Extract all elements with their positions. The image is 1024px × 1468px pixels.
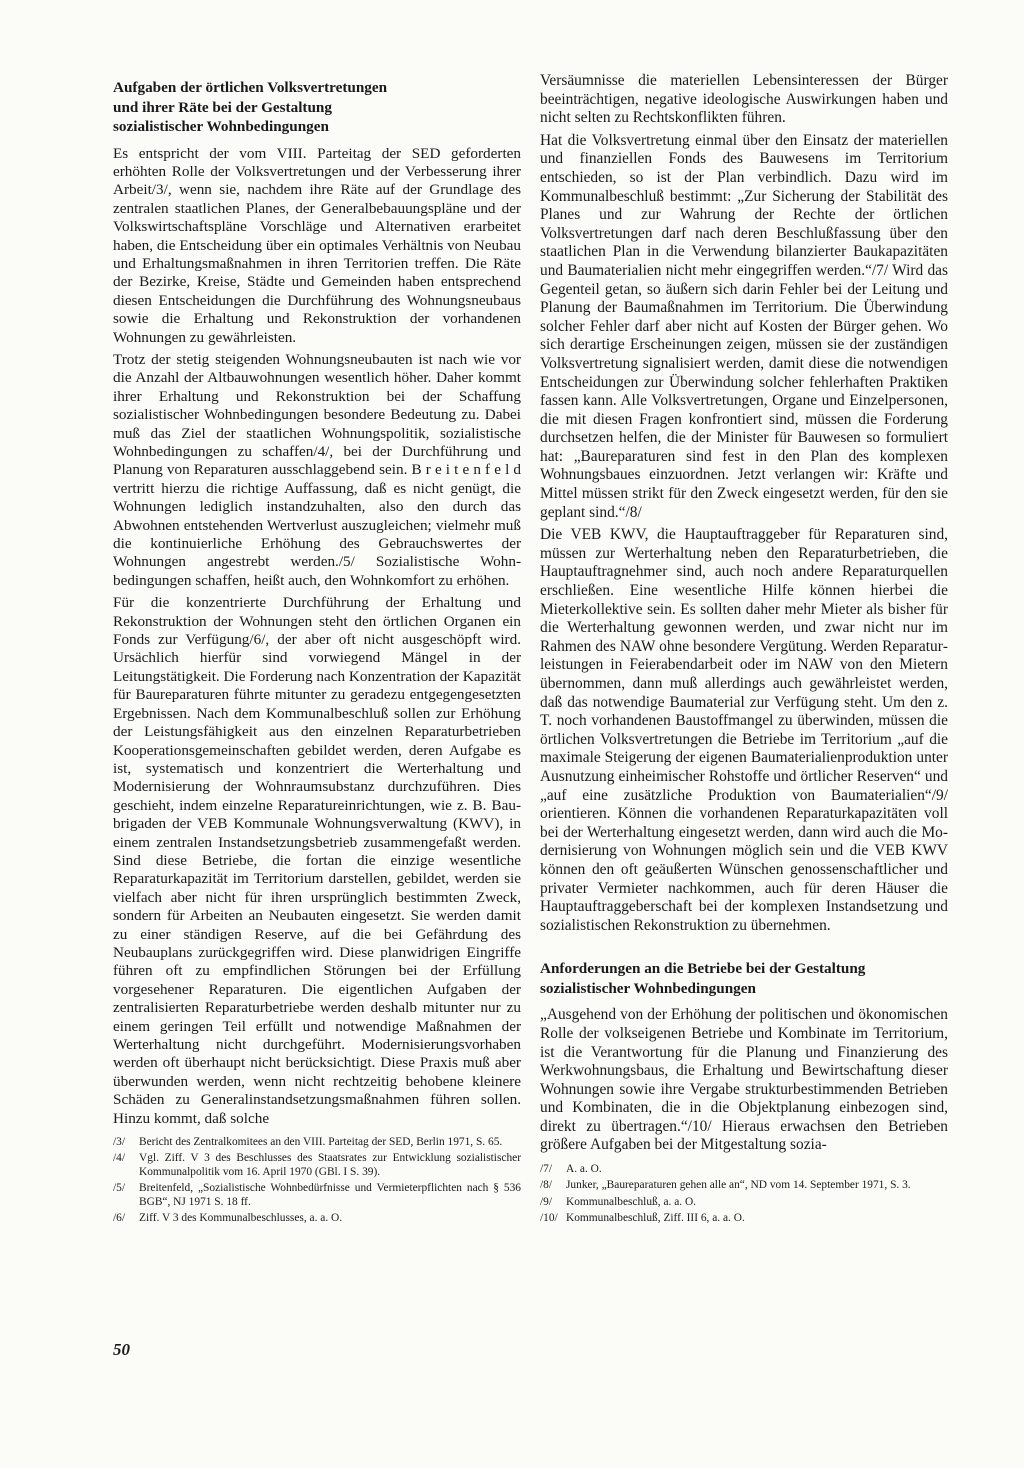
page-number: 50 — [113, 1340, 130, 1359]
section-heading-enterprises: Anforderungen an die Betriebe bei der Gestaltung sozialistischer Wohnbedingungen — [540, 960, 866, 997]
footnote-number: /4/ — [113, 1152, 126, 1165]
footnote — [113, 1182, 521, 1209]
paragraph: Hat die Volksvertretung einmal über den Einsatz der materiellen und finanziellen Fonds des Bauwesens im Territorium entschieden, so ist der Plan verbindlich. Dazu wird im Kommunalbeschluß bestimmt: „Zur Sicherung der Stabilität des Planes und zur Wahrung der Rechte der örtlichen Volksvertretungen darf nach deren Beschlußfassung über den staatlichen Plan in die Verwendung bilanzierter Baukapazitäten und Baumaterialien nicht mehr eingegriffen werden.“/7/ Wird das Gegenteil getan, so äußern sich darin Fehler bei der Leitung und Planung der Baumaßnahmen im Territorium. Die Überwindung solcher Fehler darf aber nicht auf Kosten der Bürger gehen. Wo sich derartige Erscheinungen zeigen, müssen sie der zuständigen Volksvertretung signalisiert werden, damit diese die notwendigen Entscheidungen zur Überwindung solcher fehlerhaften Praktiken fassen kann. Alle Volksvertretungen, Organe und Einzelpersonen, die mit diesen Fragen konfrontiert sind, müssen die Forderung durchsetzen helfen, die der Minister für Bauwesen so formuliert hat: „Baureparaturen sind fest in den Plan des komplexen Wohnungsbaues einzuordnen. Jetzt verlangen wir: Kräfte und Mittel müssen strikt für den Zweck eingesetzt werden, für den sie geplant sind.“/8/ — [540, 131, 948, 521]
footnote-number: /7/ — [540, 1163, 553, 1176]
footnote-text: Junker, „Baureparaturen gehen alle an“, ND vom 14. September 1971, S. 3. — [566, 1179, 911, 1192]
section-heading-local-councils: Aufgaben der örtlichen Volksvertretungen und ihrer Räte bei der Gestaltung sozialistischer Wohnbedingungen — [113, 79, 388, 135]
footnote-text: Ziff. V 3 des Kommunalbeschlusses, a. a. O. — [139, 1212, 343, 1225]
footnote — [113, 1152, 521, 1179]
footnote-text: Bericht des Zentralkomitees an den VIII. Parteitag der SED, Berlin 1971, S. 65. — [139, 1136, 503, 1149]
paragraph: „Ausgehend von der Erhöhung der politischen und ökonomischen Rolle der volkseigenen Betriebe und Kombinate im Territorium, ist die Verantwortung für die Planung und Finanzierung des Werkwohnungsbaus, die Erhaltung und Bewirtschaftung dieser Wohnungen sowie ihre Vergabe strukturbestimmenden Betrieben und Kombinaten, die in die Objektplanung einbezogen sind, direkt zu übertragen.“/10/ Hieraus erwachsen den Betrieben größere Aufgaben bei der Mitgestaltung sozia- — [540, 1006, 948, 1154]
footnote-number: /3/ — [113, 1136, 126, 1149]
footnote-number: /8/ — [540, 1179, 553, 1192]
footnote — [540, 1196, 948, 1209]
footnote-number: /6/ — [113, 1212, 126, 1225]
footnote-text: A. a. O. — [566, 1163, 602, 1176]
footnotes-left — [113, 1136, 521, 1225]
footnote-text: Vgl. Ziff. V 3 des Beschlusses des Staatsrates zur Entwicklung sozialistischer Kommunalpolitik vom 16. April 1970 (GBl. I S. 39). — [139, 1152, 521, 1178]
paragraph: Für die konzentrierte Durchführung der Erhaltung und Rekonstruktion der Wohnungen steht den örtlichen Organen ein Fonds zur Verfügung/6/, der aber oft nicht ausgeschöpft wird. Ursächlich hierfür sind vorwiegend Mängel in der Leitungstätigkeit. Die Forderung nach Konzentration der Kapazität für Baureparaturen führte mitunter zu geradezu entgegengesetzten Ergebnissen. Nach dem Kommunalbeschluß sollen zur Erhöhung der Leistungsfähigkeit aus den einzelnen Reparaturbetrieben Kooperationsgemeinschaften gebildet werden, deren Aufgabe es ist, systematisch und konzentriert die Werterhaltung und Modernisierung der Wohnraumsubstanz durchzuführen. Dies geschieht, indem einzelne Reparatureinrichtungen, wie z. B. Baubrigaden der VEB Kommunale Wohnungsverwaltung (KWV), in einem zentralen Instandsetzungsbetrieb zusammengefaßt werden. Sind diese Betriebe, die fortan die einzige wesentliche Reparaturkapazität im Territorium darstellen, gebildet, werden sie vielfach aber nicht für ihren ursprünglich bestimmten Zweck, sondern für Arbeiten an Neubauten eingesetzt. Sie werden damit zu einer ständigen Reserve, auf die bei Gefährdung des Neubauplans zurückgegriffen wird. Diese planwidrigen Eingriffe führen oft zu empfindlichen Störungen bei der Erfüllung vorgesehener Reparaturen. Die eigentlichen Aufgaben der zentralisierten Reparaturbetriebe werden deshalb mitunter nur zu einem geringen Teil erfüllt und notwendige Maßnahmen der Werterhaltung nicht durchgeführt. Modernisierungsvorhaben werden oft überhaupt nicht berücksichtigt. Diese Praxis muß aber überwunden werden, wenn nicht rechtzeitig behobene kleinere Schäden zu Generalinstandsetzungsmaßnahmen führen sollen. Hinzu kommt, daß solche — [113, 594, 521, 1127]
footnote-number: /9/ — [540, 1195, 553, 1208]
footnote-number: /10/ — [540, 1212, 558, 1225]
left-column — [113, 72, 521, 1228]
footnote — [540, 1179, 948, 1192]
footnote — [540, 1212, 948, 1225]
footnote — [540, 1163, 948, 1176]
footnote-number: /5/ — [113, 1182, 126, 1195]
paragraph: Die VEB KWV, die Hauptauftraggeber für Reparaturen sind, müssen zur Werterhaltung neben den Reparaturbetrieben, die Hauptauftragnehmer sind, auch noch andere Reparaturquellen erschließen. Eine wesentliche Hilfe können hierbei die Mieterkollektive sein. Es sollten daher mehr Mieter als bisher für die Werterhaltung gewonnen werden, und zwar nicht nur im Rahmen des NAW ohne besondere Vergütung. Werden Reparaturleistungen in Feierabendarbeit oder im NAW von den Mietern übernommen, dann muß allerdings auch gewährleistet werden, daß das notwendige Baumaterial zur Verfügung steht. Um den z. T. noch vorhandenen Baustoffmangel zu überwinden, müssen die örtlichen Volksvertretungen die Betriebe im Territorium „auf die maximale Steigerung der eigenen Baumaterialienproduktion unter Ausnutzung einheimischer Rohstoffe und örtlicher Reserven“ und „auf eine zusätzliche Produktion von Baumaterialien“/9/ orientieren. Können die vorhandenen Reparaturkapazitäten voll bei der Werterhaltung eingesetzt werden, dann wird auch die Modernisierung von Wohnungen möglich sein und die VEB KWV können den oft geäußerten Wünschen genossenschaftlicher und privater Vermieter nachkommen, auch für deren Häuser die Hauptauftraggeberschaft bei der komplexen Instandsetzung und sozialistischen Rekonstruktion zu übernehmen. — [540, 526, 948, 934]
footnote — [113, 1136, 521, 1149]
footnote-text: Kommunalbeschluß, a. a. O. — [566, 1195, 697, 1208]
section-spacer — [540, 939, 948, 953]
right-column — [540, 72, 948, 1229]
paragraph: Trotz der stetig steigenden Wohnungsneubauten ist nach wie vor die Anzahl der Altbauwohnungen wesentlich höher. Daher kommt ihrer Erhaltung und Rekonstruktion bei der Schaffung sozialistischer Wohnbedingungen besondere Bedeutung zu. Dabei muß das Ziel der staatlichen Wohnungspolitik, sozialistische Wohnbedingungen zu schaffen/4/, bei der Durchführung und Planung von Reparaturen ausschlaggebend sein. B r e i t e n f e l d vertritt hierzu die richtige Auffassung, daß es nicht genügt, die Wohnungen lediglich instandzuhalten, also den durch das Abwohnen entstehenden Wertverlust auszugleichen; vielmehr muß die kontinuierliche Erhöhung des Gebrauchswertes der Wohnungen angestrebt werden./5/ Sozialistische Wohnbedingungen schaffen, heißt auch, den Wohnkomfort zu erhöhen. — [113, 350, 521, 589]
footnote-text: Kommunalbeschluß, Ziff. III 6, a. a. O. — [566, 1212, 745, 1225]
paragraph: Es entspricht der vom VIII. Parteitag der SED geforderten erhöhten Rolle der Volksvertretungen und der Verbesserung ihrer Arbeit/3/, wenn sie, nachdem ihre Räte auf der Grundlage des zentralen staatlichen Planes, der Generalbebauungspläne und der Volkswirtschaftspläne Vorschläge und Alternativen erarbeitet haben, die Entscheidung über ein optimales Verhältnis von Neubau und Erhaltungsmaßnahmen in ihren Territorien treffen. Die Räte der Bezirke, Kreise, Städte und Gemeinden haben entsprechend diesen Entscheidungen die Durchführung des Wohnungsneubaus sowie die Erhaltung und Rekonstruktion der vorhandenen Wohnungen zu gewährleisten. — [113, 144, 521, 346]
footnote-text: Breitenfeld, „Sozialistische Wohnbedürfnisse und Vermieterpflichten nach § 536 BGB“, NJ 1971 S. 18 ff. — [139, 1182, 521, 1208]
footnote — [113, 1212, 521, 1225]
paragraph: Versäumnisse die materiellen Lebensinteressen der Bürger beeinträchtigen, negative ideologische Auswirkungen haben und nicht selten zu Rechtskonflikten führen. — [540, 72, 948, 127]
footnotes-right — [540, 1163, 948, 1226]
